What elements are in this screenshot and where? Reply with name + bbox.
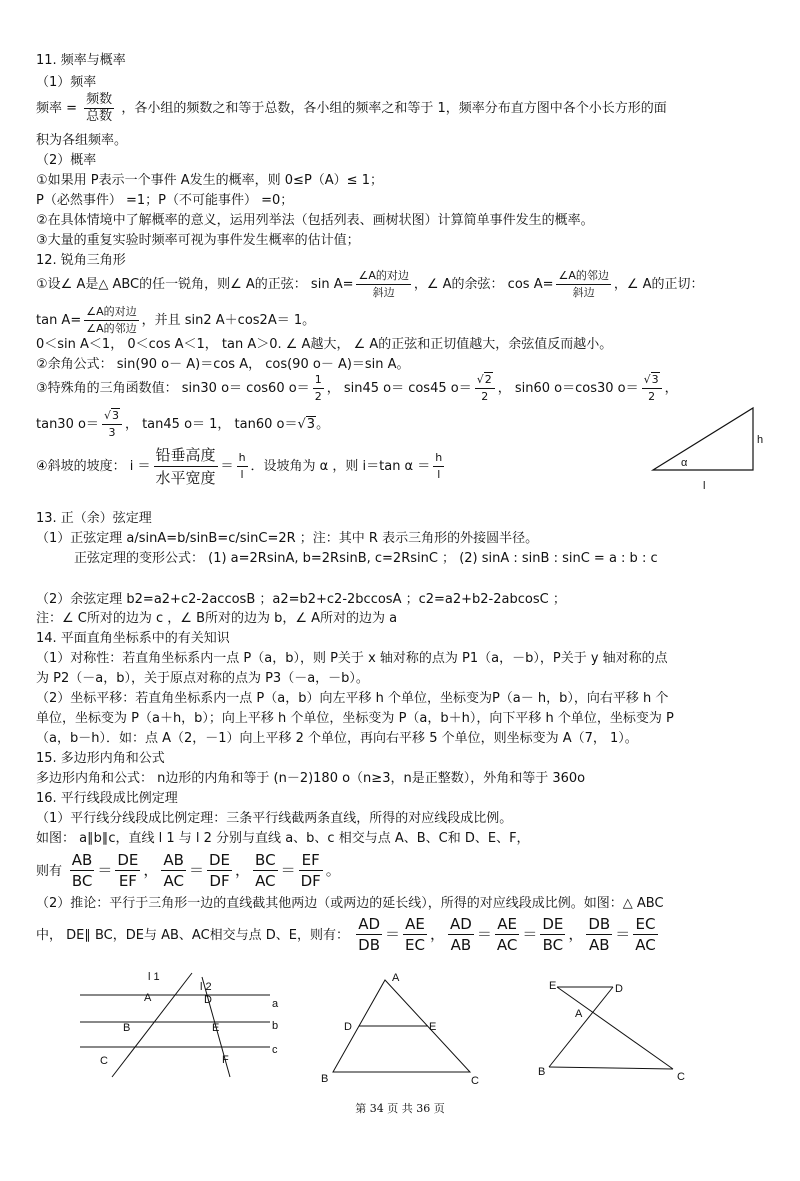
s11-freq-line	[36, 92, 667, 126]
ratio-fraction	[299, 850, 323, 891]
label-E: E	[429, 1021, 437, 1033]
r2-den: 2	[481, 390, 489, 403]
r3-num	[642, 372, 662, 389]
freq-fraction	[84, 92, 114, 125]
s12-line-g	[36, 444, 447, 489]
ratio-den: AB	[589, 936, 610, 954]
cos-den: 斜边	[572, 286, 595, 299]
ratio-den: AC	[163, 872, 184, 890]
label-A: A	[575, 1008, 583, 1020]
s14-c: （2）坐标平移：若直角坐标系内一点 P（a，b）向左平移 h 个单位，坐标变为P（a－ h，b），向右平移 h 个	[36, 691, 669, 706]
ratio-num: AE	[403, 914, 427, 935]
equals-sign: ＝	[615, 925, 631, 943]
ratio-fraction	[448, 914, 474, 955]
label-l1: l 1	[148, 971, 160, 983]
hl-fraction-2	[433, 450, 444, 483]
label-C: C	[471, 1075, 479, 1087]
segment-db	[549, 987, 613, 1067]
ratio-num: AB	[163, 851, 184, 869]
s12-line-e	[36, 372, 678, 406]
tan30-num	[102, 408, 122, 425]
ratio-num: DE	[542, 915, 564, 933]
sqrt-icon: √2	[476, 373, 492, 386]
s11-p2-head: （2）概率	[36, 153, 97, 168]
label-A: A	[144, 992, 152, 1004]
slope-triangle	[653, 408, 753, 470]
ratio-fraction	[253, 850, 278, 891]
s15-title: 15. 多边形内角和公式	[36, 751, 165, 766]
label-B: B	[321, 1073, 329, 1085]
s14-title: 14. 平面直角坐标系中的有关知识	[36, 631, 230, 646]
half-den: 2	[314, 390, 322, 403]
tan30-den: 3	[108, 426, 116, 439]
s14-a: （1）对称性：若直角坐标系内一点 P（a，b），则 P关于 x 轴对称的点为 P1（a，－b），P关于 y 轴对称的点	[36, 651, 668, 666]
label-C: C	[677, 1071, 685, 1083]
label-C: C	[100, 1055, 108, 1067]
ratio-fraction	[207, 850, 232, 891]
s16-b: 如图： a∥b∥c，直线 l 1 与 l 2 分别与直线 a、b、c 相交与点 A、B、C和 D、E、F，	[36, 831, 530, 846]
tri-l-label: l	[703, 480, 706, 492]
prop-group-4	[353, 915, 430, 954]
sin-den: 斜边	[372, 286, 395, 299]
prop-group-2	[158, 851, 235, 890]
s16-d-lead: 中， DE∥ BC，DE与 AB、AC相交与点 D、E，则有：	[36, 928, 350, 943]
ratio-den: DB	[358, 936, 381, 954]
ratio-fraction	[633, 914, 657, 955]
prop-group-3	[250, 851, 326, 890]
cos-num: ∠A的邻边	[556, 268, 610, 285]
s12-a2: ，∠ A的余弦： cos A=	[413, 277, 554, 292]
equals-sign: ＝	[280, 861, 296, 879]
s12-e3: ， sin60 o＝cos30 o＝	[497, 381, 639, 396]
ratio-num: BC	[255, 851, 276, 869]
r2-fraction	[475, 372, 495, 405]
ratio-fraction	[115, 850, 140, 891]
sin-num: ∠A的对边	[356, 268, 410, 285]
label-F: F	[222, 1054, 229, 1066]
ratio-num: AD	[450, 915, 472, 933]
s14-e: （a，b－h）．如：点 A（2，－1）向上平移 2 个单位，再向右平移 5 个单位，则坐标变为 A（7， 1）。	[36, 731, 638, 746]
r3-fraction	[642, 372, 662, 405]
ratio-den: BC	[542, 936, 564, 954]
s12-c: 0＜sin A＜1， 0＜cos A＜1， tan A＞0. ∠ A越大， ∠ A的正弦和正切值越大，余弦值反而越小。	[36, 337, 613, 352]
crossed-triangles-figure	[535, 975, 705, 1090]
label-b: b	[272, 1020, 279, 1032]
ratio-fraction	[495, 914, 519, 955]
equals-sign: ＝	[97, 861, 113, 879]
s12-g3: ．设坡角为 α ，则 i＝tan α ＝	[250, 459, 431, 474]
ratio-num: DB	[588, 915, 611, 933]
ratio-fraction	[70, 850, 95, 891]
s14-b: 为 P2（－a，b），关于原点对称的点为 P3（－a，－b）。	[36, 671, 369, 686]
ratio-num: DE	[209, 851, 231, 869]
s13-c: （2）余弦定理 b2=a2+c2-2accosB ；a2=b2+c2-2bccosA ；c2=a2+b2-2abcosC ；	[36, 592, 566, 607]
s14-d: 单位，坐标变为 P（a＋h，b）；向上平移 h 个单位，坐标变为 P（a，b＋h），向下平移 h 个单位，坐标变为 P	[36, 711, 674, 726]
ratio-fraction	[540, 914, 565, 955]
sqrt-icon: √3	[103, 409, 119, 422]
slope-triangle-figure	[645, 405, 775, 495]
prop-group-6	[583, 915, 660, 954]
hl-den-2: l	[437, 468, 441, 481]
ratio-num: AB	[71, 851, 93, 869]
s16-c: （2）推论：平行于三角形一边的直线截其他两边（或两边的延长线），所得的对应线段成比例。如图：△ ABC	[36, 896, 664, 911]
hl-fraction	[237, 450, 248, 483]
s16-a: （1）平行线分线段成比例定理：三条平行线截两条直线，所得的对应线段成比例。	[36, 811, 513, 826]
label-E: E	[549, 980, 557, 992]
s12-e4: ，	[664, 381, 678, 396]
sep: ，	[143, 861, 159, 879]
label-D: D	[204, 994, 212, 1006]
ratio-den: AB	[450, 936, 472, 954]
s12-line-a	[36, 268, 704, 302]
ratio-den: EF	[118, 872, 137, 890]
ratio-num: AE	[495, 914, 519, 935]
slope-den: 水平宽度	[155, 469, 216, 487]
hl-num-2: h	[433, 450, 444, 467]
freq-den: 总数	[86, 109, 113, 124]
half-num: 1	[313, 372, 324, 389]
label-A: A	[392, 972, 400, 984]
ratio-fraction	[356, 914, 382, 955]
page-footer: 第 34 页 共 36 页	[355, 1102, 445, 1115]
s13-title: 13. 正（余）弦定理	[36, 511, 152, 526]
segment-ce	[557, 987, 673, 1069]
s12-b1: tan A=	[36, 313, 82, 328]
ratio-den: AC	[255, 872, 276, 890]
label-B: B	[538, 1066, 546, 1078]
ratio-fraction	[586, 914, 612, 955]
label-E: E	[212, 1022, 220, 1034]
label-c: c	[272, 1044, 278, 1056]
label-l2: l 2	[200, 981, 212, 993]
tan-num: ∠A的对边	[84, 304, 138, 321]
ratio-den: AC	[496, 936, 518, 954]
s13-b: 正弦定理的变形公式： (1) a=2RsinA, b=2RsinB, c=2RsinC ； (2) sinA : sinB : sinC = a : b : c	[74, 551, 658, 566]
s12-line-b	[36, 304, 315, 338]
equals-sign: ＝	[522, 925, 538, 943]
equals-sign: ＝	[385, 925, 401, 943]
s12-f1: tan30 o＝	[36, 417, 99, 432]
prop-group-5	[445, 915, 568, 954]
hl-den: l	[240, 468, 244, 481]
cos-fraction	[556, 268, 610, 301]
ratio-fraction	[403, 914, 427, 955]
s16-line-c	[36, 848, 341, 894]
freq-rest: ，各小组的频数之和等于总数，各小组的频率之和等于 1，频率分布直方图中各个小长方形的面	[121, 101, 667, 116]
ratio-num: DE	[117, 851, 139, 869]
tri-alpha-label: α	[681, 457, 688, 469]
ratio-den: BC	[71, 872, 93, 890]
s12-d: ②余角公式： sin(90 o－ A)＝cos A， cos(90 o－ A)＝sin A。	[36, 357, 410, 372]
s12-b2: ，并且 sin2 A＋cos2A＝ 1。	[141, 313, 316, 328]
s11-l3: ②在具体情境中了解概率的意义，运用列举法（包括列表、画树状图）计算简单事件发生的概率。	[36, 213, 594, 228]
ratio-num: AD	[356, 914, 382, 935]
tan30-fraction	[102, 408, 122, 441]
s12-f2: ， tan45 o＝ 1， tan60 o＝	[124, 417, 298, 432]
s11-l4: ③大量的重复实验时频率可视为事件发生概率的估计值；	[36, 233, 360, 248]
tri-h-label: h	[757, 434, 764, 446]
s16-c-lead: 则有	[36, 864, 63, 879]
s12-g1: ④斜坡的坡度： i ＝	[36, 459, 151, 474]
r2-num	[475, 372, 495, 389]
s11-l2: P（必然事件） =1；P（不可能事件） =0；	[36, 193, 294, 208]
sep: 。	[325, 861, 341, 879]
s15-a: 多边形内角和公式： n边形的内角和等于 (n－2)180 o（n≥3，n是正整数），外角和等于 360o	[36, 771, 586, 786]
sep: ，	[235, 861, 251, 879]
s16-line-d	[36, 912, 661, 958]
s12-title: 12. 锐角三角形	[36, 253, 126, 268]
label-D: D	[615, 983, 623, 995]
ratio-fraction	[161, 850, 186, 891]
s13-d: 注：∠ C所对的边为 c ，∠ B所对的边为 b，∠ A所对的边为 a	[36, 611, 398, 626]
equals-sign: ＝	[476, 925, 492, 943]
freq-num: 频数	[86, 92, 113, 107]
tan-den: ∠A的邻边	[86, 322, 137, 335]
ratio-den: DF	[300, 872, 321, 890]
ratio-den: EC	[405, 936, 425, 954]
s12-f3: 。	[316, 417, 330, 432]
s12-e1: ③特殊角的三角函数值： sin30 o＝ cos60 o＝	[36, 381, 310, 396]
label-a: a	[272, 998, 279, 1010]
segment-bc	[549, 1067, 673, 1069]
equals-sign: ＝	[188, 861, 204, 879]
ratio-den: DF	[209, 872, 230, 890]
parallel-lines-figure	[60, 965, 300, 1085]
sqrt-icon: √3	[297, 417, 316, 432]
prop-group-1	[67, 851, 144, 890]
slope-num: 铅垂高度	[154, 444, 218, 467]
s12-a1: ①设∠ A是△ ABC的任一锐角，则∠ A的正弦： sin A=	[36, 277, 354, 292]
s12-line-f	[36, 408, 329, 442]
s13-a: （1）正弦定理 a/sinA=b/sinB=c/sinC=2R ；注：其中 R 表示三角形的外接圆半径。	[36, 531, 539, 546]
sep: ，	[568, 925, 584, 943]
s11-l1: ①如果用 P表示一个事件 A发生的概率，则 0≤P（A）≤ 1；	[36, 173, 383, 188]
s11-p1-head: （1）频率	[36, 75, 97, 90]
r3-den: 2	[648, 390, 656, 403]
tan-fraction	[84, 304, 138, 337]
hl-num: h	[237, 450, 248, 467]
half-fraction	[313, 372, 324, 405]
label-D: D	[344, 1021, 352, 1033]
ratio-num: EC	[633, 914, 657, 935]
sep: ，	[429, 925, 445, 943]
triangle-de-figure	[315, 968, 495, 1093]
ratio-den: AC	[635, 936, 656, 954]
s12-g2: ＝	[220, 459, 234, 474]
s16-title: 16. 平行线段成比例定理	[36, 791, 178, 806]
s12-a3: ，∠ A的正切：	[613, 277, 704, 292]
freq-lhs: 频率 =	[36, 101, 78, 116]
slope-fraction	[154, 444, 218, 489]
s12-e2: ， sin45 o＝ cos45 o＝	[326, 381, 472, 396]
s11-freq-rest2: 积为各组频率。	[36, 133, 128, 148]
sin-fraction	[356, 268, 410, 301]
label-B: B	[123, 1022, 131, 1034]
ratio-num: EF	[299, 850, 323, 871]
s11-title: 11. 频率与概率	[36, 53, 126, 68]
sqrt-icon: √3	[643, 373, 659, 386]
